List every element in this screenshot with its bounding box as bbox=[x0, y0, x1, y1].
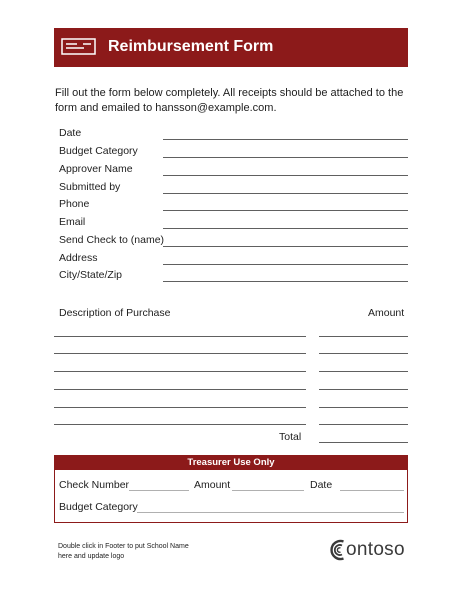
city-state-zip-label: City/State/Zip bbox=[59, 269, 123, 281]
contoso-logo-text: ontoso bbox=[346, 539, 405, 560]
description-line[interactable] bbox=[54, 353, 306, 354]
amount-line[interactable] bbox=[319, 371, 408, 372]
treasurer-title: Treasurer Use Only bbox=[187, 457, 275, 468]
description-line[interactable] bbox=[54, 336, 306, 337]
check-number-label: Check Number bbox=[59, 479, 130, 491]
total-label: Total bbox=[279, 431, 302, 443]
total-amount-line[interactable] bbox=[319, 442, 408, 443]
form-title: Reimbursement Form bbox=[108, 38, 274, 55]
amount-line[interactable] bbox=[319, 389, 408, 390]
email-field[interactable] bbox=[163, 228, 408, 229]
description-header: Description of Purchase bbox=[59, 307, 171, 319]
address-field[interactable] bbox=[163, 264, 408, 265]
description-line[interactable] bbox=[54, 407, 306, 408]
description-line[interactable] bbox=[54, 389, 306, 390]
treasurer-budget-category-label: Budget Category bbox=[59, 501, 138, 513]
treasurer-amount-label: Amount bbox=[194, 479, 231, 491]
check-icon bbox=[61, 38, 97, 56]
description-line[interactable] bbox=[54, 371, 306, 372]
submitted-by-label: Submitted by bbox=[59, 181, 121, 193]
email-label: Email bbox=[59, 216, 86, 228]
date-label: Date bbox=[59, 127, 82, 139]
budget-category-field[interactable] bbox=[163, 157, 408, 158]
amount-header: Amount bbox=[368, 307, 405, 319]
approver-name-field[interactable] bbox=[163, 175, 408, 176]
amount-line[interactable] bbox=[319, 407, 408, 408]
treasurer-date-field[interactable] bbox=[340, 490, 404, 491]
treasurer-budget-category-field[interactable] bbox=[137, 512, 404, 513]
submitted-by-field[interactable] bbox=[163, 193, 408, 194]
send-check-to-label: Send Check to (name) bbox=[59, 234, 165, 246]
date-field[interactable] bbox=[163, 139, 408, 140]
budget-category-label: Budget Category bbox=[59, 145, 138, 157]
treasurer-amount-field[interactable] bbox=[232, 490, 304, 491]
footer-note: Double click in Footer to put School Name here and update logo bbox=[58, 543, 189, 560]
city-state-zip-field[interactable] bbox=[163, 281, 408, 282]
amount-line[interactable] bbox=[319, 336, 408, 337]
send-check-to-field[interactable] bbox=[163, 246, 408, 247]
amount-line[interactable] bbox=[319, 424, 408, 425]
treasurer-date-label: Date bbox=[310, 479, 333, 491]
phone-field[interactable] bbox=[163, 210, 408, 211]
check-number-field[interactable] bbox=[129, 490, 189, 491]
description-line[interactable] bbox=[54, 424, 306, 425]
approver-name-label: Approver Name bbox=[59, 163, 133, 175]
address-label: Address bbox=[59, 252, 98, 264]
form-instructions: Fill out the form below completely. All receipts should be attached to the form and emailed to hansson@example.com. bbox=[55, 87, 404, 114]
amount-line[interactable] bbox=[319, 353, 408, 354]
phone-label: Phone bbox=[59, 198, 90, 210]
